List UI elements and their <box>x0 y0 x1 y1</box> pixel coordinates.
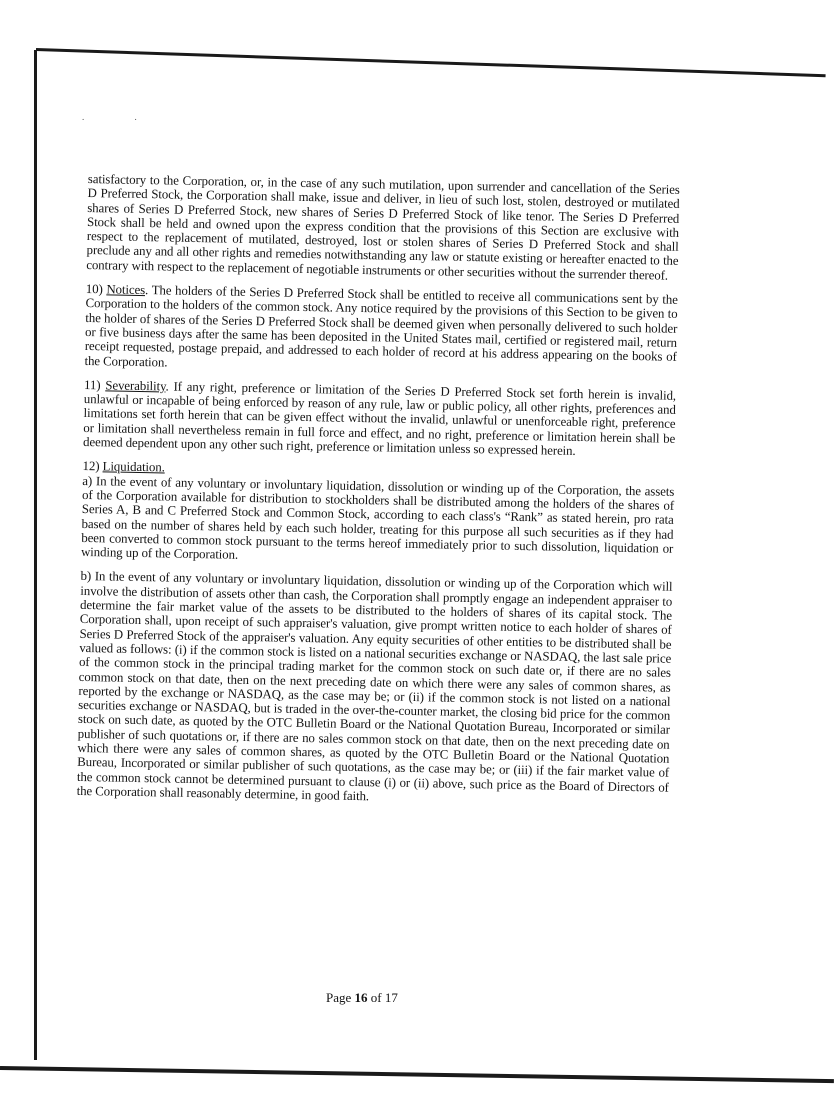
paragraph-notices <box>84 282 677 379</box>
paragraph-liquidation-a <box>81 459 675 570</box>
paragraph-mutilation-continuation: satisfactory to the Corporation, or, in the case of any such mutilation, upon surrender and cancellation of the Series D Preferred Stock, the Corporation shall make, issue and deliver, in lieu of such lost, stolen, destroyed or mutilated shares of Series D Preferred Stock, new shares of Series D Preferred Stock of like tenor. The Series D Preferred Stock shall be held and owned upon the express condition that the provisions of this Section are exclusive with respect to the replacement of mutilated, destroyed, lost or stolen shares of Series D Preferred Stock and shall preclude any and all other rights and remedies notwithstanding any law or statute existing or hereafter enacted to the contrary with respect to the replacement of negotiable instruments or other securities without the surrender thereof. <box>86 172 680 283</box>
section-text-notices: . The holders of the Series D Preferred Stock shall be entitled to receive all communications sent by the Corporation to the holders of the common stock. Any notice required by the provisions of this Section to be given to the holder of shares of the Series D Preferred Stock shall be deemed given when personally delivered to such holder or five business days after the same has been deposited in the United States mail, certified or registered mail, return receipt requested, postage prepaid, and addressed to each holder of record at his address appearing on the books of the Corporation. <box>84 283 678 370</box>
section-text-severability: . If any right, preference or limitation of the Series D Preferred Stock set forth herein is invalid, unlawful or incapable of being enforced by reason of any rule, law or public policy, all other rights, preferences and limitations set forth herein that can be given effect without the invalid, unlawful or unenforceable right, preference or limitation shall nevertheless remain in full force and effect, and no right, preference or limitation herein shall be deemed dependent upon any other such right, preference or limitation unless so expressed herein. <box>82 379 677 459</box>
page-label: Page <box>326 990 355 1005</box>
scan-border-bottom <box>0 1066 834 1083</box>
paragraph-severability <box>83 378 676 460</box>
paragraph-liquidation-b: b) In the event of any voluntary or involuntary liquidation, dissolution or winding up of the Corporation which will involve the distribution of assets other than cash, the Corporation shall promptly engage an independent appraiser to determine the fair market value of the assets to be distributed to the holders of shares of its capital stock. The Corporation shall, upon receipt of such appraiser's valuation, give prompt written notice to each holder of shares of Series D Preferred Stock of the appraiser's valuation. Any equity securities of other entities to be distributed shall be valued as follows: (i) if the common stock is listed on a national securities exchange or NASDAQ, the last sale price of the common stock in the principal trading market for the common stock on such date or, if there are no sales common stock on that date, then on the next preceding date on which there were any sales of common shares, as reported by the exchange or NASDAQ, as the case may be; or (ii) if the common stock is not listed on a national securities exchange or NASDAQ, but is traded in the over-the-counter market, the closing bid price for the common stock on such date, as quoted by the OTC Bulletin Board or the National Quotation Bureau, Incorporated or similar publisher of such quotations or, if there are no sales common stock on that date, then on the next preceding date on which there were any sales of common shares, as quoted by the OTC Bulletin Board or the National Quotation Bureau, Incorporated or similar publisher of such quotations, as the case may be; or (iii) if the fair market value of the common stock cannot be determined pursuant to clause (i) or (ii) above, such price as the Board of Directors of the Corporation shall reasonably determine, in good faith. <box>76 569 673 804</box>
section-text-liquidation-a: a) In the event of any voluntary or involuntary liquidation, dissolution or winding up of the Corporation, the assets of the Corporation available for distribution to stockholders shall be distributed among the holders of the shares of Series A, B and C Preferred Stock and Common Stock, according to each class's “Rank” as stated herein, pro rata based on the number of shares held by each such holder, treating for this purpose all such securities as if they had been converted to common stock pursuant to the terms hereof immediately prior to such dissolution, liquidation or winding up of the Corporation. <box>80 473 675 562</box>
section-number-notices: 10) <box>85 282 103 297</box>
page-current-number: 16 <box>354 990 368 1005</box>
page-total-number: 17 <box>384 990 398 1005</box>
scan-specks: . . <box>82 112 161 122</box>
document-body <box>76 172 680 819</box>
section-heading-severability: Severability <box>105 378 166 394</box>
section-heading-notices: Notices <box>106 282 146 298</box>
scan-border-left <box>34 50 37 1060</box>
section-number-liquidation: 12) <box>82 459 100 474</box>
section-number-severability: 11) <box>83 377 101 393</box>
scan-border-top <box>36 48 826 77</box>
page-of-label: of <box>367 990 385 1005</box>
page-footer <box>326 990 398 1006</box>
section-heading-liquidation: Liquidation. <box>102 459 165 475</box>
